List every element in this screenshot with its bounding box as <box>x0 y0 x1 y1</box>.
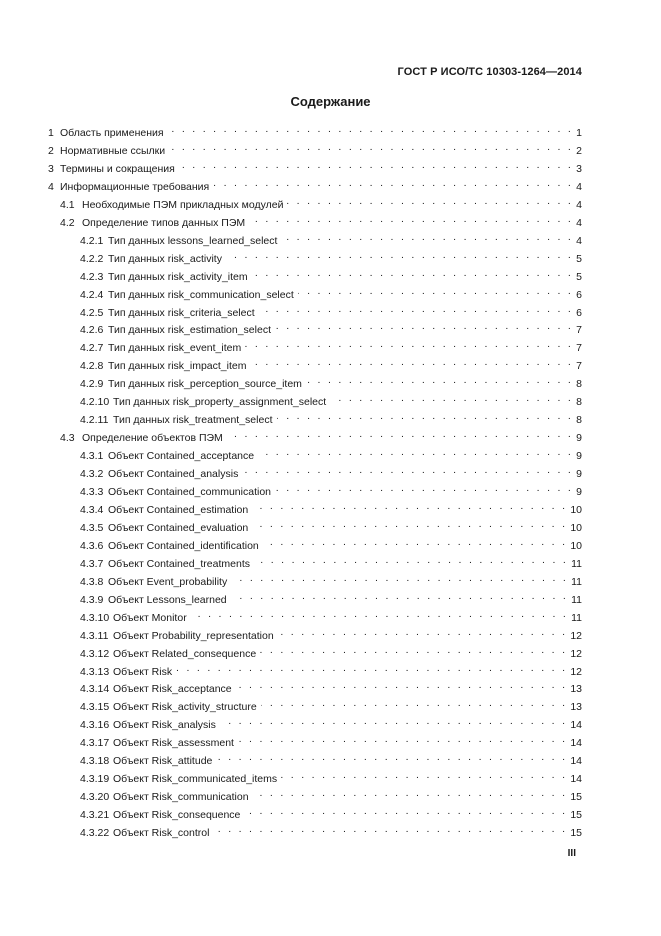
toc-entry-title: Объект Risk_communication <box>113 791 249 804</box>
toc-entry-title: Объект Lessons_learned <box>108 593 227 606</box>
toc-entry-number: 4.3.8 <box>80 575 104 588</box>
toc-entry-page: 8 <box>576 414 582 427</box>
toc-dot-leader <box>287 194 573 208</box>
toc-entry[interactable] <box>80 714 582 732</box>
toc-dot-leader <box>277 409 574 423</box>
toc-dot-leader <box>330 391 573 405</box>
toc-entry-number: 4.2.3 <box>80 270 104 283</box>
toc-dot-leader <box>281 230 573 244</box>
toc-entry-page: 7 <box>576 342 582 355</box>
toc-entry-number: 4.2 <box>60 216 75 229</box>
toc-entry-title: Объект Probability_representation <box>113 629 274 642</box>
toc-entry-number: 4.2.11 <box>80 414 109 427</box>
toc-entry[interactable] <box>48 140 582 157</box>
toc-entry-page: 10 <box>570 503 582 516</box>
toc-entry-number: 4.3.16 <box>80 719 110 732</box>
toc-entry-number: 4.3.3 <box>80 486 104 498</box>
toc-entry-number: 4.1 <box>60 198 75 211</box>
toc-entry-title: Тип данных risk_estimation_select <box>108 324 271 337</box>
toc-entry-number: 2 <box>48 144 54 157</box>
toc-dot-leader <box>298 284 573 298</box>
toc-entry-title: Тип данных risk_activity <box>108 252 222 265</box>
toc-entry-title: Объект Contained_communication <box>108 486 271 498</box>
toc-entry-page: 9 <box>576 432 582 445</box>
toc-entry-title: Определение объектов ПЭМ <box>82 432 223 445</box>
toc-entry[interactable] <box>80 248 582 265</box>
toc-entry-page: 11 <box>571 575 582 588</box>
toc-dot-leader <box>231 589 568 603</box>
toc-entry[interactable] <box>80 553 582 570</box>
toc-entry-page: 13 <box>570 701 582 714</box>
toc-entry-number: 4.3.13 <box>80 665 110 678</box>
toc-dot-leader <box>258 445 573 459</box>
toc-entry[interactable] <box>80 661 582 678</box>
toc-entry-title: Объект Contained_treatments <box>108 557 250 570</box>
toc-entry-number: 4.3.10 <box>80 611 110 624</box>
toc-entry-title: Тип данных risk_impact_item <box>108 360 247 373</box>
toc-entry-title: Тип данных risk_treatment_select <box>113 414 273 427</box>
toc-entry-title: Тип данных risk_event_item <box>108 342 242 355</box>
toc-entry-number: 4.2.6 <box>80 324 104 337</box>
toc-entry-number: 4.3.5 <box>80 521 104 534</box>
toc-entry[interactable] <box>80 625 582 642</box>
toc-dot-leader <box>252 499 567 513</box>
toc-entry-number: 4.3.14 <box>80 683 110 696</box>
toc-entry[interactable] <box>80 571 582 588</box>
toc-dot-leader <box>263 535 568 549</box>
toc-entry[interactable] <box>80 337 582 355</box>
toc-entry-page: 7 <box>576 324 582 337</box>
toc-entry-title: Объект Risk_attitude <box>113 755 213 768</box>
toc-entry-title: Объект Risk <box>113 665 173 678</box>
toc-entry-title: Нормативные ссылки <box>60 144 166 157</box>
toc-entry-number: 4 <box>48 180 54 193</box>
toc-entry-title: Определение типов данных ПЭМ <box>82 216 246 229</box>
toc-entry-title: Объект Event_probability <box>108 575 228 588</box>
toc-entry[interactable] <box>60 427 582 445</box>
toc-entry-title: Объект Contained_estimation <box>108 503 249 516</box>
toc-entry-page: 15 <box>570 791 582 804</box>
toc-entry[interactable] <box>60 194 582 211</box>
toc-entry-page: 4 <box>576 198 582 211</box>
toc-entry-title: Тип данных risk_activity_item <box>108 270 248 283</box>
toc-entry-number: 4.3.7 <box>80 557 104 570</box>
toc-entry-title: Термины и сокращения <box>60 162 175 175</box>
toc-dot-leader <box>213 176 573 190</box>
toc-entry-number: 4.2.10 <box>80 396 110 409</box>
toc-entry-number: 4.2.1 <box>80 234 104 247</box>
toc-dot-leader <box>236 678 568 692</box>
toc-entry-title: Объект Risk_analysis <box>113 719 216 732</box>
toc-dot-leader <box>179 158 573 172</box>
toc-entry-title: Тип данных risk_communication_select <box>108 288 294 301</box>
toc-entry-number: 4.3.11 <box>80 629 109 642</box>
toc-entry-page: 13 <box>570 683 582 696</box>
toc-entry-number: 4.3.1 <box>80 450 104 463</box>
toc-entry[interactable] <box>80 481 582 498</box>
toc-entry-number: 4.3.18 <box>80 755 110 768</box>
toc-entry-page: 5 <box>576 252 582 265</box>
toc-entry[interactable] <box>48 158 582 175</box>
toc-entry-title: Объект Risk_acceptance <box>113 683 232 696</box>
toc-entry-page: 6 <box>576 306 582 319</box>
toc-entry-number: 4.3.17 <box>80 737 110 750</box>
toc-entry[interactable] <box>80 535 582 552</box>
toc-dot-leader <box>275 481 573 495</box>
toc-dot-leader <box>245 337 573 351</box>
toc-entry-number: 4.3.22 <box>80 827 110 840</box>
toc-entry-title: Область применения <box>60 127 164 139</box>
toc-dot-leader <box>244 804 567 818</box>
toc-entry-page: 9 <box>576 468 582 481</box>
toc-entry-title: Объект Contained_acceptance <box>108 450 255 463</box>
toc-dot-leader <box>213 822 567 836</box>
toc-entry-page: 4 <box>576 216 582 229</box>
toc-entry-page: 8 <box>576 378 582 391</box>
toc-entry-page: 12 <box>570 629 582 642</box>
toc-dot-leader <box>242 463 573 477</box>
toc-entry-title: Тип данных risk_perception_source_item <box>108 378 302 391</box>
toc-entry[interactable] <box>80 463 582 481</box>
toc-entry-number: 4.2.9 <box>80 378 104 391</box>
toc-entry[interactable] <box>80 517 582 534</box>
toc-entry-number: 3 <box>48 162 54 175</box>
toc-entry[interactable] <box>80 445 582 463</box>
toc-entry-page: 14 <box>570 755 582 768</box>
toc-entry-title: Тип данных risk_criteria_select <box>108 306 255 319</box>
toc-entry[interactable] <box>80 607 582 624</box>
toc-entry[interactable] <box>80 768 582 786</box>
toc-entry[interactable] <box>48 176 582 193</box>
toc-entry-number: 4.2.2 <box>80 252 104 265</box>
toc-dot-leader <box>250 355 573 369</box>
toc-entry-page: 10 <box>570 539 582 552</box>
toc-dot-leader <box>238 732 567 746</box>
toc-entry-number: 4.3.12 <box>80 647 110 660</box>
toc-entry-title: Объект Contained_analysis <box>108 468 239 481</box>
toc-entry-page: 11 <box>571 557 582 570</box>
page-number: III <box>567 848 576 859</box>
toc-entry[interactable] <box>48 122 582 139</box>
toc-entry-title: Объект Monitor <box>113 611 187 624</box>
toc-entry-number: 4.2.5 <box>80 306 104 319</box>
toc-dot-leader <box>281 768 567 782</box>
toc-entry[interactable] <box>80 409 582 427</box>
toc-entry[interactable] <box>80 266 582 283</box>
toc-entry-title: Тип данных risk_property_assignment_select <box>113 396 327 409</box>
page-title: Содержание <box>290 94 371 109</box>
toc-entry-page: 14 <box>570 773 582 786</box>
toc-entry-page: 4 <box>576 180 582 193</box>
toc-entry-page: 12 <box>570 647 582 660</box>
toc-entry-page: 14 <box>570 719 582 732</box>
toc-entry-page: 11 <box>571 593 582 606</box>
toc-dot-leader <box>261 696 568 710</box>
toc-dot-leader <box>252 517 567 531</box>
toc-entry[interactable] <box>60 212 582 229</box>
toc-entry-title: Объект Risk_consequence <box>113 809 241 822</box>
toc-entry-page: 7 <box>576 360 582 373</box>
toc-entry-page: 3 <box>576 162 582 175</box>
toc-entry-number: 4.3.9 <box>80 593 104 606</box>
toc-dot-leader <box>249 212 573 226</box>
toc-dot-leader <box>191 607 568 621</box>
toc-entry-title: Объект Risk_control <box>113 827 210 840</box>
toc-entry[interactable] <box>80 678 582 696</box>
toc-entry-page: 11 <box>571 611 582 624</box>
toc-entry[interactable] <box>80 302 582 319</box>
toc-entry-page: 4 <box>576 234 582 247</box>
toc-entry-page: 15 <box>570 827 582 840</box>
toc-entry-title: Тип данных lessons_learned_select <box>108 234 278 247</box>
toc-entry[interactable] <box>80 284 582 301</box>
toc-dot-leader <box>259 302 574 316</box>
toc-entry[interactable] <box>80 589 582 606</box>
toc-entry-page: 12 <box>570 665 582 678</box>
toc-entry[interactable] <box>80 373 582 391</box>
toc-entry-page: 8 <box>576 396 582 409</box>
toc-entry-title: Объект Risk_activity_structure <box>113 701 257 714</box>
toc-entry-title: Объект Risk_communicated_items <box>113 773 278 786</box>
toc-dot-leader <box>231 571 568 585</box>
toc-dot-leader <box>254 553 568 567</box>
toc-entry-number: 4.3.4 <box>80 503 104 516</box>
toc-entry-title: Объект Contained_identification <box>108 539 259 552</box>
toc-entry[interactable] <box>80 750 582 768</box>
toc-dot-leader <box>220 714 567 728</box>
toc-entry-page: 9 <box>576 450 582 463</box>
toc-entry-number: 4.2.4 <box>80 288 104 301</box>
toc-entry[interactable] <box>80 696 582 714</box>
toc-entry-title: Объект Contained_evaluation <box>108 521 249 534</box>
toc-entry[interactable] <box>80 230 582 247</box>
toc-dot-leader <box>252 266 574 280</box>
toc-dot-leader <box>216 750 567 764</box>
toc-entry-page: 14 <box>570 737 582 750</box>
toc-entry-number: 4.3.6 <box>80 539 104 552</box>
toc-dot-leader <box>226 248 573 262</box>
toc-entry-number: 4.3.2 <box>80 468 104 481</box>
document-header: ГОСТ Р ИСО/ТС 10303-1264—2014 <box>397 66 582 78</box>
toc-dot-leader <box>227 427 573 441</box>
toc-entry[interactable] <box>80 643 582 660</box>
toc-dot-leader <box>306 373 573 387</box>
toc-entry-page: 15 <box>570 809 582 822</box>
toc-entry-page: 2 <box>576 144 582 157</box>
toc-entry-title: Информационные требования <box>60 180 210 193</box>
toc-entry-title: Необходимые ПЭМ прикладных модулей <box>82 198 284 211</box>
toc-entry-number: 4.2.8 <box>80 360 104 373</box>
toc-entry-page: 9 <box>576 486 582 498</box>
toc-entry-title: Объект Risk_assessment <box>113 737 234 750</box>
toc-dot-leader <box>176 661 567 675</box>
toc-dot-leader <box>278 625 568 639</box>
toc-dot-leader <box>168 122 574 136</box>
toc-entry[interactable] <box>80 319 582 337</box>
toc-entry-number: 4.3.15 <box>80 701 110 714</box>
toc-entry[interactable] <box>80 822 582 840</box>
toc-entry-number: 4.3.19 <box>80 773 110 786</box>
toc-entry-number: 4.3.20 <box>80 791 110 804</box>
toc-entry[interactable] <box>80 499 582 516</box>
toc-entry[interactable] <box>80 355 582 373</box>
toc-entry[interactable] <box>80 804 582 822</box>
toc-dot-leader <box>260 643 567 657</box>
toc-entry-page: 5 <box>576 270 582 283</box>
toc-entry-title: Объект Related_consequence <box>113 647 257 660</box>
toc-entry-number: 4.3.21 <box>80 809 110 822</box>
toc-entry[interactable] <box>80 732 582 750</box>
toc-entry-page: 6 <box>576 288 582 301</box>
toc-dot-leader <box>275 319 573 333</box>
toc-entry-page: 1 <box>576 127 582 139</box>
toc-entry-number: 4.2.7 <box>80 342 104 355</box>
toc-entry[interactable] <box>80 786 582 804</box>
toc-dot-leader <box>253 786 568 800</box>
toc-entry-number: 4.3 <box>60 432 75 445</box>
toc-dot-leader <box>169 140 573 154</box>
toc-entry-number: 1 <box>48 127 54 139</box>
toc-entry[interactable] <box>80 391 582 409</box>
toc-entry-page: 10 <box>570 521 582 534</box>
